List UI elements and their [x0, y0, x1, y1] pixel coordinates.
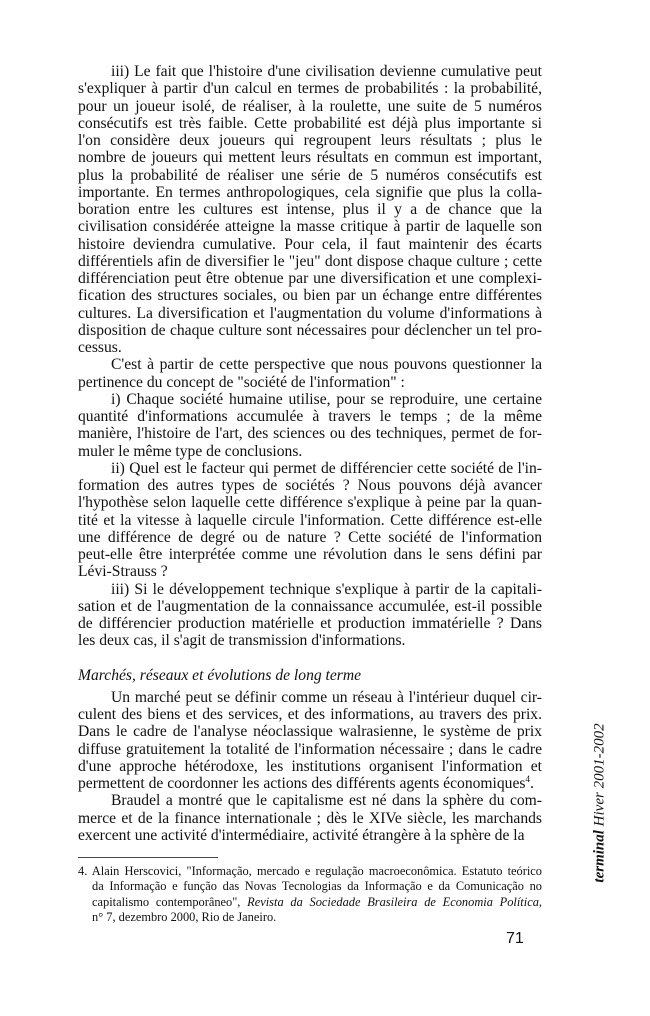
text-line: importante. En termes anthropologiques, cela signifie que plus la colla-	[78, 183, 542, 201]
text-line: cultures. La diversification et l'augmentation du volume d'informations à	[78, 304, 542, 322]
text-line: histoire deviendra cumulative. Pour cela, il faut maintenir des écarts	[78, 235, 542, 253]
text-line: diffuse gratuitement la totalité de l'information nécessaire ; dans le cadre	[78, 740, 542, 758]
text-line: Braudel a montré que le capitalisme est né dans la sphère du com-	[111, 792, 542, 810]
text-line: cessus.	[78, 339, 122, 356]
text-line: iii) Le fait que l'histoire d'une civilisation devienne cumulative peut	[111, 63, 542, 80]
text-line: i) Chaque société humaine utilise, pour se reproduire, une certaine	[111, 390, 542, 408]
text-line: les deux cas, il s'agit de transmission d'informations.	[78, 632, 406, 650]
text-line: ii) Quel est le facteur qui permet de différencier cette société de l'in-	[111, 459, 542, 477]
text-line: boration entre les cultures est intense, plus il y a de chance que la	[78, 201, 542, 218]
journal-brand: terminal	[591, 830, 608, 883]
journal-title: Revista da Sociedade Brasileira de Economia Política	[247, 894, 539, 909]
text-line: iii) Si le développement technique s'explique à partir de la capitali-	[111, 580, 542, 598]
text-line: culent des biens et des services, et des informations, au travers des prix.	[78, 706, 542, 723]
footnote-line	[78, 895, 542, 910]
footnote-text: ,	[538, 894, 542, 909]
text-line: merce et de la finance internationale ; dès le XIVe siècle, les marchands	[78, 809, 542, 827]
text-line: quantité d'informations accumulée à travers le temps ; de la même	[78, 408, 542, 425]
footnote-divider	[78, 857, 218, 858]
text-line: différenciation peut être obtenue par une diversification et une complexi-	[78, 270, 542, 287]
running-title	[592, 723, 609, 882]
text-line: l'on considère deux joueurs qui regroupent leurs résultats ; plus le	[78, 132, 542, 149]
text-line: une différence de degré ou de nature ? Cette société de l'information	[78, 528, 542, 546]
text-line: C'est à partir de cette perspective que nous pouvons questionner la	[111, 356, 542, 374]
footnote-line: 4. Alain Herscovici, "Informação, mercado e regulação macroeconômica. Estatuto teórico	[78, 864, 542, 878]
text-line: Dans le cadre de l'analyse néoclassique walrasienne, le système de prix	[78, 723, 542, 741]
text-line: s'expliquer à partir d'un calcul en termes de probabilités : la probabilité,	[78, 80, 542, 98]
text-line: plus la probabilité de réaliser une série de 5 numéros consécutifs est	[78, 166, 542, 184]
text-line: tité et la vitesse à laquelle circule l'information. Cette différence est-elle	[78, 511, 542, 529]
text-line: différentiels afin de diversifier le "jeu" dont dispose chaque culture ; cette	[78, 252, 542, 270]
text-line: Lévi-Strauss ?	[78, 563, 168, 581]
text-line: l'hypothèse selon laquelle cette différence s'explique à peine par la quan-	[78, 494, 542, 512]
text-line: pour un joueur isolé, de réaliser, à la roulette, une suite de 5 numéros	[78, 97, 542, 115]
text-line: Un marché peut se définir comme un réseau à l'intérieur duquel cir-	[111, 688, 542, 706]
text-line: consécutifs est très faible. Cette probabilité est déjà plus importante si	[78, 114, 542, 132]
text-line: exercent une activité d'intermédiaire, activité étrangère à la sphère de la	[78, 826, 525, 844]
text-line: nombre de joueurs qui mettent leurs résultats en commun est important,	[78, 149, 542, 167]
journal-issue: Hiver 2001-2002	[591, 723, 608, 827]
text-line: permettent de coordonner les actions des différents agents économiques$^4$.	[78, 773, 534, 792]
text-line: d'une approche hétérodoxe, les institutions organisent l'information et	[78, 757, 542, 775]
body-text	[78, 63, 542, 844]
text-line: peut-elle être interprétée comme une révolution dans le sens défini par	[78, 546, 542, 563]
text-line: muler le même type de conclusions.	[78, 442, 303, 460]
text-line: de différencier production matérielle et production immatérielle ? Dans	[78, 615, 542, 632]
footnote-line: da Informação e função das Novas Tecnologias da Informação e da Comunicação no	[92, 879, 542, 894]
footnote-text: capitalismo contemporâneo",	[92, 894, 248, 909]
page-number: 71	[506, 930, 524, 947]
text-line: disposition de chaque culture sont nécessaires pour déclencher un tel pro-	[78, 321, 542, 339]
text-line: fication des structures sociales, ou bien par un échange entre différentes	[78, 287, 542, 305]
footnote-line: n° 7, dezembro 2000, Rio de Janeiro.	[92, 909, 277, 924]
footnote-ref[interactable]: 4	[525, 773, 530, 784]
footnote	[78, 864, 542, 925]
text-line: civilisation considérée atteigne la masse critique à partir de laquelle son	[78, 218, 542, 236]
section-heading: Marchés, réseaux et évolutions de long terme	[78, 666, 362, 684]
text-line: formation des autres types de sociétés ? Nous pouvons déjà avancer	[78, 477, 542, 494]
text-line: pertinence du concept de "société de l'information" :	[78, 373, 405, 391]
text-line: sation et de l'augmentation de la connaissance accumulée, est-il possible	[78, 597, 542, 615]
text-line: manière, l'histoire de l'art, des sciences ou des techniques, permet de for-	[78, 425, 542, 443]
